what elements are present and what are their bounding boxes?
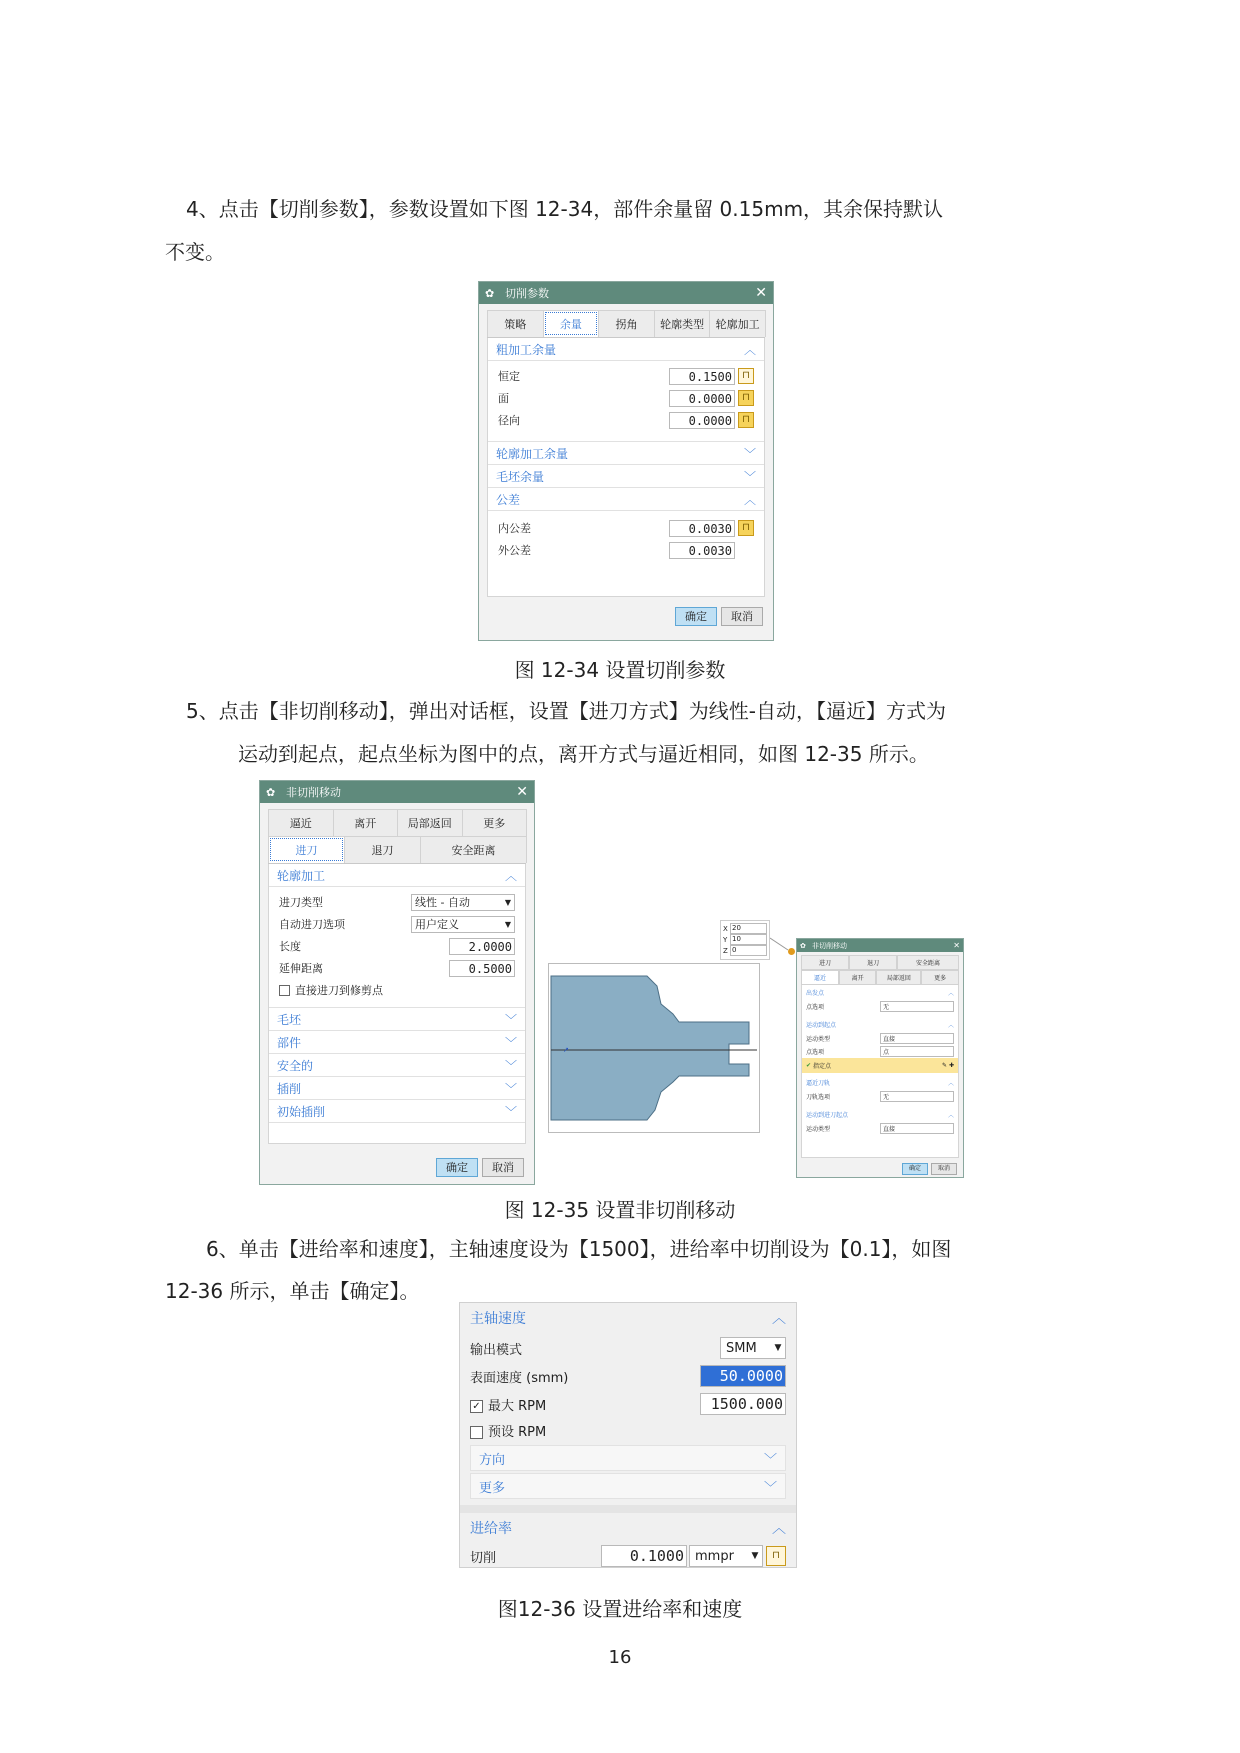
section-label: 主轴速度 [470, 1311, 526, 1327]
dialog-titlebar [797, 939, 963, 952]
gear-icon: ✿ [485, 286, 495, 300]
section-blank-stock[interactable] [488, 465, 764, 488]
section-label: 方向 [479, 1452, 506, 1468]
part-graphic [548, 963, 760, 1133]
row-label: 外公差 [498, 544, 531, 557]
button-bar [479, 597, 773, 634]
coord-label: Y [723, 935, 728, 944]
section-label: 运动到进刀起点 [806, 1112, 849, 1119]
row-label: 运动类型 [806, 1036, 831, 1043]
lock-icon[interactable]: ⊓ [738, 390, 754, 406]
tab-panel [268, 864, 526, 1144]
output-mode-select[interactable] [720, 1337, 786, 1359]
dropdown-arrow-icon: ▼ [774, 1343, 782, 1353]
caption-fig-12-36: 图12-36 设置进给率和速度 [497, 1597, 743, 1621]
dialog-title: 非切削移动 [286, 786, 341, 799]
chevron-down-icon: ﹀ [743, 446, 756, 461]
paragraph-step5-line2: 运动到起点，起点坐标为图中的点，离开方式与逼近相同，如图 12-35 所示。 [238, 742, 929, 766]
chevron-up-icon: ︿ [947, 1112, 954, 1119]
section-more[interactable] [470, 1473, 786, 1499]
caption-fig-12-35: 图 12-35 设置非切削移动 [504, 1198, 736, 1222]
section-label: 运动到起点 [806, 1022, 837, 1029]
point-dialog-icon[interactable]: ✎ ✚ [942, 1062, 954, 1069]
cancel-button[interactable]: 取消 [721, 607, 763, 626]
chevron-up-icon: ︿ [947, 1080, 954, 1087]
section-label: 粗加工余量 [496, 342, 557, 357]
coordinate-box [720, 920, 770, 960]
section-spindle-speed[interactable] [460, 1303, 796, 1333]
mini-sec-move-to-start[interactable] [802, 1017, 958, 1032]
paragraph-step6-line2: 12-36 所示，单击【确定】。 [165, 1279, 420, 1303]
dialog-title: 非切削移动 [812, 941, 847, 950]
tab-departure[interactable]: 离开 [839, 970, 877, 985]
tab-safe-distance[interactable]: 安全距离 [897, 955, 959, 970]
tab-more[interactable]: 更多 [462, 809, 528, 836]
unlock-icon[interactable]: ⊓ [738, 368, 754, 384]
section-plunge[interactable] [269, 1077, 525, 1100]
mini-tab-row2 [801, 970, 959, 985]
tab-departure[interactable]: 离开 [333, 809, 399, 836]
coord-label: X [723, 924, 728, 933]
row-extend [269, 957, 525, 979]
row-label: 刀轨选项 [806, 1094, 831, 1101]
section-label: 更多 [479, 1480, 506, 1496]
section-label: 安全的 [277, 1058, 314, 1073]
row-inner-tolerance [488, 517, 764, 539]
dropdown-arrow-icon: ▼ [504, 919, 512, 929]
mini-sec-start-point[interactable] [802, 985, 958, 1000]
cancel-button[interactable]: 取消 [931, 1163, 957, 1175]
checkbox-label: 最大 RPM [488, 1398, 547, 1414]
mini-panel [801, 985, 959, 1158]
chevron-down-icon: ﹀ [504, 1104, 517, 1119]
section-contour-stock[interactable] [488, 442, 764, 465]
mini-select[interactable]: 无 [880, 1091, 954, 1102]
chevron-up-icon: ︿ [743, 492, 756, 507]
cut-feed-input[interactable]: 0.1000 [601, 1545, 687, 1567]
ok-button[interactable]: 确定 [675, 607, 717, 626]
row-auto-engage [269, 913, 525, 935]
row-max-rpm [460, 1391, 796, 1417]
section-label: 插削 [277, 1081, 302, 1096]
lock-icon[interactable]: ⊓ [738, 520, 754, 536]
section-part[interactable] [269, 1031, 525, 1054]
paragraph-step5-line1: 5、点击【非切削移动】，弹出对话框，设置【进刀方式】为线性-自动，【逼近】方式为 [186, 699, 946, 723]
dropdown-arrow-icon: ▼ [751, 1551, 759, 1561]
row-length [269, 935, 525, 957]
coord-x-input[interactable]: 20 [730, 923, 767, 934]
mini-tab-row1 [801, 955, 959, 970]
paragraph-step4-line1: 4、点击【切削参数】，参数设置如下图 12-34，部件余量留 0.15mm，其余保持默认 [186, 197, 944, 221]
checkbox-label: 直接进刀到修剪点 [295, 984, 383, 997]
non-cutting-moves-mini-dialog [796, 938, 964, 1178]
chevron-up-icon: ︿ [772, 1521, 786, 1537]
dropdown-arrow-icon: ▼ [504, 897, 512, 907]
tab-bar-row1 [268, 809, 526, 836]
lock-icon[interactable]: ⊓ [738, 412, 754, 428]
tab-contouring[interactable]: 轮廓加工 [709, 310, 766, 337]
row-surface-speed [460, 1363, 796, 1389]
chevron-up-icon: ︿ [504, 868, 517, 883]
part-profile-svg [549, 964, 759, 1132]
tab-retract[interactable]: 退刀 [344, 836, 421, 863]
engage-type-select[interactable] [411, 894, 515, 911]
gear-icon: ✿ [266, 785, 276, 799]
section-label: 毛坯余量 [496, 469, 545, 484]
mini-sec-approach-path[interactable] [802, 1075, 958, 1090]
section-label: 轮廓加工 [277, 868, 326, 883]
cancel-button[interactable]: 取消 [482, 1158, 524, 1177]
caption-fig-12-34: 图 12-34 设置切削参数 [514, 658, 726, 682]
cut-params-dialog [478, 281, 774, 641]
close-icon[interactable]: ✕ [755, 285, 767, 301]
origin-marker: ↗ [563, 1046, 569, 1054]
row-label: 运动类型 [806, 1126, 831, 1133]
ok-button[interactable]: 确定 [902, 1163, 928, 1175]
check-icon: ✔ [806, 1062, 812, 1069]
ok-button[interactable]: 确定 [436, 1158, 478, 1177]
section-label: 逼近刀轨 [806, 1080, 831, 1087]
mini-select[interactable]: 直接 [880, 1033, 954, 1044]
coord-z-input[interactable]: 0 [730, 945, 767, 956]
row-engage-type [269, 891, 525, 913]
row-cut [460, 1543, 796, 1569]
row-label: 径向 [498, 414, 520, 427]
tab-safe-distance[interactable]: 安全距离 [420, 836, 527, 863]
section-label: 初始插削 [277, 1104, 326, 1119]
row-preset-rpm [460, 1417, 796, 1443]
tab-contour-type[interactable]: 轮廓类型 [654, 310, 711, 337]
section-contour-machining[interactable] [269, 864, 525, 887]
row-output-mode [460, 1335, 796, 1361]
mini-select[interactable]: 直接 [880, 1123, 954, 1134]
max-rpm-checkbox[interactable]: ✓ [470, 1400, 483, 1413]
row-label: 点选项 [806, 1049, 825, 1056]
select-value: SMM [726, 1340, 757, 1356]
row-label: 长度 [279, 940, 301, 953]
section-label: 公差 [496, 492, 521, 507]
section-label: 部件 [277, 1035, 302, 1050]
close-icon[interactable]: ✕ [953, 941, 960, 950]
tab-strategy[interactable]: 策略 [487, 310, 544, 337]
chevron-down-icon: ﹀ [504, 1035, 517, 1050]
tab-stock[interactable]: 余量 [543, 310, 600, 337]
section-initial-plunge[interactable] [269, 1100, 525, 1123]
tab-panel [487, 338, 765, 597]
mini-row [802, 1000, 958, 1013]
tab-corner[interactable]: 拐角 [598, 310, 655, 337]
tab-retract[interactable]: 退刀 [849, 955, 897, 970]
row-label: 延伸距离 [279, 962, 323, 975]
tab-more[interactable]: 更多 [921, 970, 959, 985]
part-profile [551, 976, 749, 1120]
chevron-down-icon: ﹀ [504, 1058, 517, 1073]
inner-tolerance-input[interactable]: 0.0030 [669, 520, 735, 537]
section-label: 轮廓加工余量 [496, 446, 569, 461]
section-rough-stock[interactable] [488, 338, 764, 361]
select-value: 线性 - 自动 [415, 896, 470, 909]
row-label: 内公差 [498, 522, 531, 535]
row-constant [488, 365, 764, 387]
section-blank[interactable] [269, 1008, 525, 1031]
chevron-up-icon: ︿ [772, 1311, 786, 1327]
constant-input[interactable]: 0.1500 [669, 368, 735, 385]
paragraph-step4-line2: 不变。 [165, 240, 225, 264]
chevron-down-icon: ﹀ [763, 1480, 777, 1496]
max-rpm-input[interactable]: 1500.000 [700, 1393, 786, 1415]
row-label: 指定点 [813, 1063, 832, 1070]
section-safe[interactable] [269, 1054, 525, 1077]
row-label: 切削 [470, 1550, 497, 1566]
dialog-titlebar [479, 282, 773, 304]
select-value: mmpr [695, 1548, 734, 1564]
tab-local-return[interactable]: 局部返回 [397, 809, 463, 836]
cut-unit-select[interactable] [689, 1545, 763, 1567]
row-face [488, 387, 764, 409]
page-number: 16 [608, 1647, 632, 1668]
extend-input[interactable]: 0.5000 [449, 960, 515, 977]
section-feed-rate[interactable] [460, 1513, 796, 1543]
section-label: 出发点 [806, 990, 825, 997]
row-label: 进刀类型 [279, 896, 323, 909]
row-label: 面 [498, 392, 509, 405]
auto-engage-select[interactable] [411, 916, 515, 933]
mini-select[interactable]: 无 [880, 1001, 954, 1012]
row-label: 输出模式 [470, 1342, 523, 1358]
tab-engage[interactable]: 进刀 [801, 955, 849, 970]
close-icon[interactable]: ✕ [516, 784, 528, 800]
direct-engage-checkbox[interactable] [279, 985, 290, 996]
tab-approach[interactable]: 逼近 [268, 809, 334, 836]
mini-row [802, 1122, 958, 1135]
feeds-speeds-panel [459, 1302, 797, 1568]
mini-row [802, 1045, 958, 1058]
section-direction[interactable] [470, 1445, 786, 1471]
tab-engage[interactable]: 进刀 [268, 836, 345, 863]
row-label: 恒定 [498, 370, 520, 383]
preset-rpm-checkbox[interactable] [470, 1426, 483, 1439]
row-radial [488, 409, 764, 431]
chevron-up-icon: ︿ [743, 342, 756, 357]
section-tolerance[interactable] [488, 488, 764, 511]
chevron-down-icon: ﹀ [504, 1012, 517, 1027]
gear-icon: ✿ [800, 941, 806, 950]
mini-sec-move-to-engage[interactable] [802, 1107, 958, 1122]
coord-y-input[interactable]: 10 [730, 934, 767, 945]
face-input[interactable]: 0.0000 [669, 390, 735, 407]
tab-bar-row2 [268, 836, 526, 864]
chevron-down-icon: ﹀ [743, 469, 756, 484]
chevron-down-icon: ﹀ [504, 1081, 517, 1096]
length-input[interactable]: 2.0000 [449, 938, 515, 955]
checkbox-label: 预设 RPM [488, 1424, 547, 1440]
dialog-title: 切削参数 [505, 287, 549, 300]
section-divider [460, 1505, 796, 1513]
button-bar [260, 1144, 534, 1185]
unlock-icon[interactable]: ⊓ [766, 1546, 786, 1566]
select-value: 用户定义 [415, 918, 459, 931]
mini-select[interactable]: 点 [880, 1046, 954, 1057]
button-bar [797, 1158, 963, 1180]
paragraph-step6-line1: 6、单击【进给率和速度】，主轴速度设为【1500】，进给率中切削设为【0.1】，如图 [206, 1237, 952, 1261]
row-label: 表面速度 (smm) [470, 1370, 569, 1386]
tab-approach[interactable]: 逼近 [801, 970, 839, 985]
section-label: 进给率 [470, 1521, 512, 1537]
radial-input[interactable]: 0.0000 [669, 412, 735, 429]
mini-row [802, 1032, 958, 1045]
outer-tolerance-input[interactable]: 0.0030 [669, 542, 735, 559]
dialog-titlebar [260, 781, 534, 803]
row-label: 点选项 [806, 1004, 825, 1011]
chevron-up-icon: ︿ [947, 990, 954, 997]
chevron-up-icon: ︿ [947, 1022, 954, 1029]
chevron-down-icon: ﹀ [763, 1452, 777, 1468]
row-outer-tolerance [488, 539, 764, 561]
tab-bar [487, 310, 765, 338]
row-direct-engage [269, 979, 525, 1001]
coord-label: Z [723, 946, 728, 955]
tab-local-return[interactable]: 局部返回 [876, 970, 921, 985]
leader-line [770, 936, 790, 952]
mini-row-specify-point[interactable] [802, 1058, 958, 1073]
row-label: 自动进刀选项 [279, 918, 345, 931]
surface-speed-input[interactable]: 50.0000 [700, 1365, 786, 1387]
mini-row [802, 1090, 958, 1103]
non-cutting-moves-dialog [259, 780, 535, 1185]
section-label: 毛坯 [277, 1012, 302, 1027]
